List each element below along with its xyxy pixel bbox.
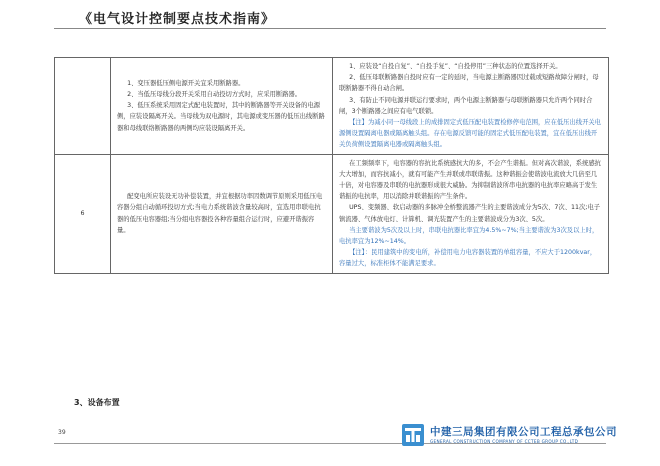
table-row <box>55 154 609 273</box>
list-item: 1、应装设“自投自复”、“自投手复”、“自投停用”三种状态的位置选择开关。 <box>349 63 562 70</box>
title-divider <box>54 28 606 29</box>
table-row <box>55 58 609 155</box>
list-item: 3、低压系统采用固定式配电装置时，其中的断路器等开关设备的电源侧，应装设隔离开关。当母线为双电源时，其电源或变压器的低压出线断路器和母线联络断路器的两侧均应装设隔离开关。 <box>117 102 325 132</box>
company-logo-icon <box>402 424 424 446</box>
list-item: 2、当低压母线分段开关采用自动投切方式时，应采用断路器。 <box>127 91 302 98</box>
requirement-text: 配变电所应装设无功补偿装置，并宜根据功率因数调节原则采用低压电容器分组自动循环投切方式;当电力系统谐波含量较高时，宜选用串联电抗器的低压电容器组;当分组电容器投各种容量组合运行时，应避开谐振容量。 <box>117 193 323 234</box>
section-heading: 3、设备布置 <box>74 398 120 407</box>
note-text: 【注】为减小同一母线段上的成排固定式低压配电装置检修停电范围，应在低压出线开关电源侧设置隔离电器或隔离触头组。存在电源反馈可能的固定式低压配电装置，宜在低压出线开关负荷侧设置隔离电器或隔离触头组。 <box>339 119 601 149</box>
company-name: 中建三局集团有限公司工程总承包公司 <box>430 426 617 438</box>
list-item: 1、变压器低压侧电源开关宜采用断路器。 <box>127 79 245 87</box>
control-point-cell <box>333 58 609 155</box>
page-number: 39 <box>58 429 66 436</box>
note-text: 【注】：民用建筑中的变电所，补偿用电力电容器装置的单组容量，不应大于1200kvar，容量过大，标准柜体不能满足要求。 <box>339 249 597 268</box>
requirement-cell <box>111 58 333 155</box>
page-title: 《电气设计控制要点技术指南》 <box>79 12 276 27</box>
requirement-cell <box>111 154 333 273</box>
note-text: 当主要谐波为5次及以上时，串联电抗器比率宜为4.5%~7%;当主要谐波为3次及以上时，电抗率宜为12%~14%。 <box>339 226 599 246</box>
row-number-cell <box>55 58 111 155</box>
list-item: 2、低压母联断路器自投时应有一定的延时，当电源主断路器因过载或短路故障分闸时，母联断路器不得自动合闸。 <box>339 74 599 93</box>
company-name-en: GENERAL CONSTRUCTION COMPANY OF CCTEB GROUP CO.,LTD <box>430 439 579 444</box>
list-item: UPS、变频器、软启动器的多脉冲全桥整流器产生的主要谐波成分为5次、7次、11次;电子镇流器、气体放电灯、计算机、调光装置产生的主要谐波成分为3次、5次。 <box>339 204 601 223</box>
control-point-cell <box>333 154 609 273</box>
spec-table <box>54 57 609 274</box>
row-number-cell: 6 <box>55 154 111 273</box>
list-item: 在工频频率下，电容器的容抗比系统感抗大的多，不会产生谐振。但对高次谐波，系统感抗大大增加，而容抗减小，就有可能产生并联或串联谐振。这种谐振会使谐波电流放大几倍至几十倍，对电容器及串联的电抗器形成很大威胁。为抑制谐波所串电抗器的电抗率应略高于发生谐振的电抗率，用以消除并联谐振的产生条件。 <box>339 159 601 201</box>
list-item: 3、有防止不同电源并联运行要求时，两个电源主断路器与母联断路器只允许两个同时合闸，3个断路器之间应有电气联锁。 <box>339 96 593 115</box>
